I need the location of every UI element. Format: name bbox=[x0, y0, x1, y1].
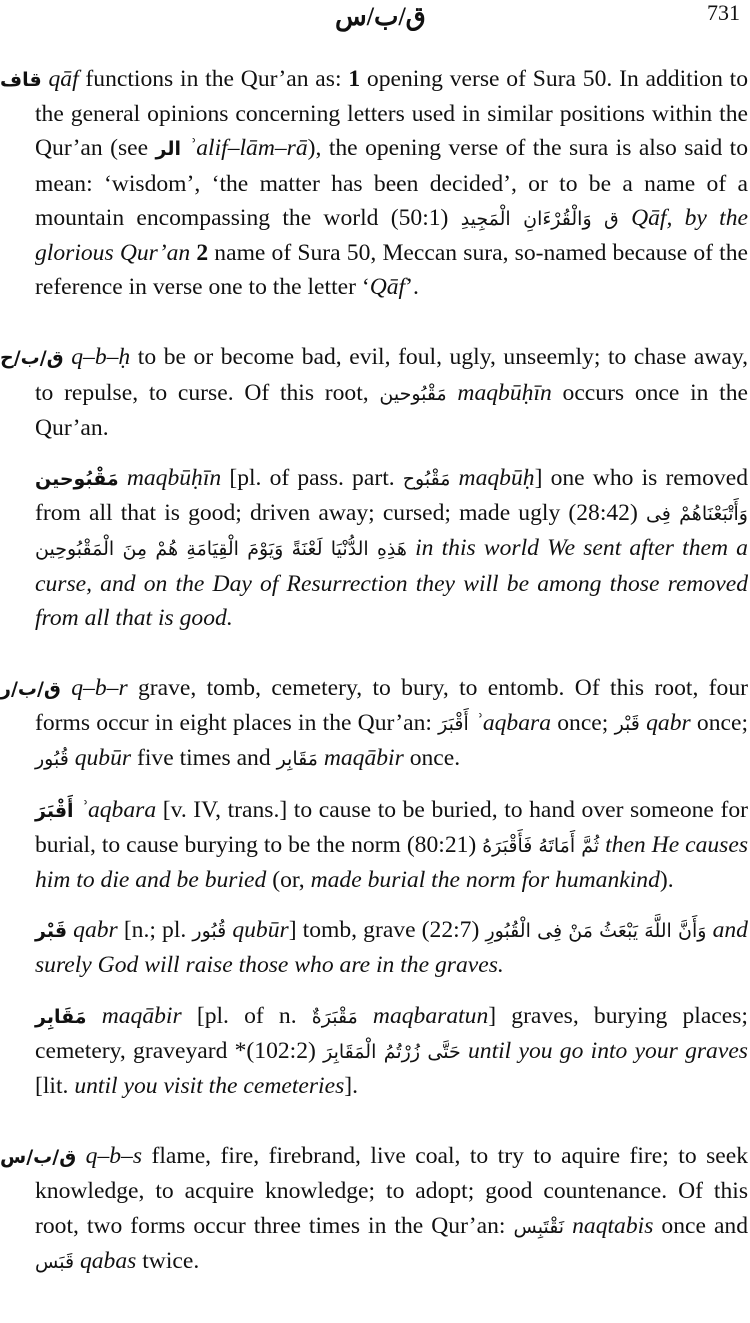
cross-ref-transliteration: ʾalif–lām–rā bbox=[180, 135, 308, 162]
entry-text: ] one who is removed from all that is good; driven away; cursed; made ugly (28:42) bbox=[35, 465, 748, 527]
entry-head-transliteration: qāf bbox=[48, 66, 79, 92]
form-transliteration: ʾaqbara bbox=[468, 710, 552, 737]
entry-text: ]. bbox=[344, 1073, 359, 1100]
entry-text: ’. bbox=[405, 274, 419, 301]
entry-text: opening verse of Sura 50. In addition to the general opinions concerning letters used in similar positions within the Qur’an (see bbox=[35, 66, 749, 162]
alternative-translation: made burial the norm for humankind bbox=[310, 867, 660, 894]
form-transliteration: maqbūḥ bbox=[450, 465, 535, 492]
entry-text: once and bbox=[653, 1212, 749, 1239]
entry-text: functions in the Qur’an as: bbox=[78, 66, 349, 92]
subentry-head-arabic: أَقْبَرَ bbox=[35, 799, 74, 822]
form-transliteration: naqtabis bbox=[564, 1212, 654, 1239]
subentry-head-transliteration: qabr bbox=[73, 917, 118, 944]
sense-number: 1 bbox=[348, 66, 361, 92]
subentry-maqbuhin bbox=[0, 461, 748, 635]
quran-quote-arabic: حَتَّى زُرْتُمُ الْمَقَابِرَ bbox=[323, 1040, 461, 1063]
entry-text: once; bbox=[551, 710, 615, 737]
page-header bbox=[0, 0, 750, 36]
entry-q-b-h bbox=[0, 340, 748, 445]
form-transliteration: maqābir bbox=[317, 745, 404, 772]
root-head-arabic: ق/ب/س bbox=[0, 1146, 77, 1169]
quran-quote-arabic: وَأَتْبَعْنَاهُمْ فِى هَذِهِ الدُّنْيَا لَعْنَةً وَيَوْمَ الْقِيَامَةِ هُمْ مِنَ الْمَقْبُوحِين bbox=[35, 503, 748, 561]
form-arabic: مَقَابِر bbox=[276, 748, 318, 771]
entry-text: [pl. of n. bbox=[181, 1002, 312, 1029]
quran-quote-translation: in this world We sent after them a curse, and on the Day of Resurrection they will be among those removed from all that is good. bbox=[35, 535, 748, 631]
entry-text: ), the opening verse of the sura is also said to mean: ‘wisdom’, ‘the matter has been decided’, or to be a name of a mountain encompassing the world (50:1) bbox=[35, 135, 748, 231]
entry-text: grave, tomb, cemetery, to bury, to entomb. Of this root, four forms occur in eight places in the Qur’an: bbox=[35, 675, 748, 737]
form-arabic: قُبُور bbox=[35, 748, 69, 771]
entry-text: to be or become bad, evil, foul, ugly, unseemly; to chase away, to repulse, to curse. Of this root, bbox=[35, 344, 748, 406]
entry-q-b-r bbox=[0, 671, 748, 777]
root-head-arabic: ق/ب/ح bbox=[0, 347, 64, 370]
subentry-head-transliteration: maqābir bbox=[101, 1002, 182, 1029]
form-arabic: مَقْبُوح bbox=[402, 468, 451, 491]
entry-separator bbox=[0, 635, 748, 671]
root-head-transliteration: q–b–s bbox=[85, 1143, 143, 1170]
entry-qaf bbox=[0, 62, 748, 304]
subentry-maqabir bbox=[0, 999, 748, 1104]
entry-text: occurs once in the Qur’an. bbox=[35, 379, 748, 441]
entry-text: ] tomb, grave (22:7) bbox=[288, 917, 486, 944]
entry-text: (or, bbox=[266, 867, 311, 894]
form-transliteration: qubūr bbox=[68, 745, 132, 772]
entry-head-arabic: قاف bbox=[0, 69, 42, 91]
form-arabic: قَبَس bbox=[35, 1250, 75, 1273]
subentry-separator bbox=[0, 777, 748, 793]
form-transliteration: qubūr bbox=[226, 917, 289, 944]
entry-text: [v. IV, trans.] to cause to be buried, to hand over someone for burial, to cause burying to be the norm (80:21) bbox=[35, 796, 748, 858]
subentry-head-arabic: مَقْبُوحين bbox=[35, 468, 119, 491]
form-arabic: مَقْبُوحين bbox=[379, 382, 447, 405]
form-transliteration: qabas bbox=[74, 1247, 137, 1274]
entry-text: name of Sura 50, Meccan sura, so-named because of the reference in verse one to the letter ‘ bbox=[35, 240, 748, 301]
entry-text: flame, fire, firebrand, live coal, to try to aquire fire; to seek knowledge, to acquire knowledge; to adopt; good countenance. Of this root, two forms occur three times in the Qur’an: bbox=[35, 1143, 748, 1239]
quran-quote-translation: and surely God will raise those who are in the graves. bbox=[35, 917, 748, 979]
entry-text: twice. bbox=[136, 1247, 200, 1274]
quran-quote-arabic: ثُمَّ أَمَاتَهُ فَأَقْبَرَهُ bbox=[482, 834, 600, 857]
entry-text: once; bbox=[690, 710, 749, 737]
entry-separator bbox=[0, 304, 748, 340]
page-number: 731 bbox=[707, 0, 740, 25]
quran-quote-translation: then He causes him to die and be buried bbox=[35, 831, 748, 894]
root-head-arabic: ق/ب/ر bbox=[0, 678, 61, 701]
quran-quote-translation: until you go into your graves bbox=[460, 1037, 748, 1064]
subentry-head-arabic: قَبْر bbox=[35, 920, 68, 943]
subentry-head-transliteration: maqbūḥīn bbox=[126, 465, 222, 492]
form-arabic: قُبُور bbox=[192, 920, 227, 943]
subentry-separator bbox=[0, 897, 748, 913]
entry-text: [pl. of pass. part. bbox=[221, 465, 403, 492]
running-head: ق/ب/س bbox=[335, 2, 426, 31]
subentry-separator bbox=[0, 445, 748, 461]
entry-text: ). bbox=[659, 867, 674, 894]
cross-ref-arabic: الر bbox=[155, 138, 181, 161]
letter-name: Qāf bbox=[369, 274, 406, 301]
root-head-transliteration: q–b–r bbox=[71, 675, 128, 702]
subentry-separator bbox=[0, 983, 748, 999]
form-transliteration: qabr bbox=[639, 710, 691, 737]
root-head-transliteration: q–b–ḥ bbox=[71, 344, 131, 371]
entry-text: [lit. bbox=[35, 1073, 75, 1100]
form-arabic: نَقْتَبِس bbox=[513, 1215, 565, 1238]
entry-q-b-s bbox=[0, 1139, 748, 1279]
form-transliteration: maqbūḥīn bbox=[446, 379, 552, 406]
entry-separator bbox=[0, 1103, 748, 1139]
subentry-head-arabic: مَقَابِر bbox=[35, 1005, 87, 1028]
entry-text: ] graves, burying places; cemetery, graveyard *(102:2) bbox=[35, 1002, 748, 1064]
subentry-aqbara bbox=[0, 793, 748, 898]
quran-quote-arabic: ق وَالْقُرْءَانِ الْمَجِيدِ bbox=[460, 207, 619, 230]
entry-text: [n.; pl. bbox=[117, 917, 193, 944]
quran-quote-arabic: وَأَنَّ اللَّهَ يَبْعَثُ مَنْ فِى الْقُبُورِ bbox=[485, 920, 707, 943]
literal-translation: until you visit the cemeteries bbox=[74, 1073, 345, 1100]
quran-quote-translation: Qāf, by the glorious Qur’an bbox=[35, 204, 748, 267]
form-transliteration: maqbaratun bbox=[357, 1002, 489, 1029]
sense-number: 2 bbox=[196, 240, 209, 267]
form-arabic: أَقْبَرَ bbox=[438, 713, 469, 736]
form-arabic: مَقْبَرَةٌ bbox=[311, 1005, 358, 1028]
subentry-head-transliteration: ʾaqbara bbox=[80, 796, 157, 823]
subentry-qabr bbox=[0, 913, 748, 982]
dictionary-column bbox=[0, 62, 748, 1279]
entry-text: once. bbox=[403, 745, 461, 772]
entry-text: five times and bbox=[131, 745, 277, 772]
form-arabic: قَبْر bbox=[614, 713, 640, 736]
